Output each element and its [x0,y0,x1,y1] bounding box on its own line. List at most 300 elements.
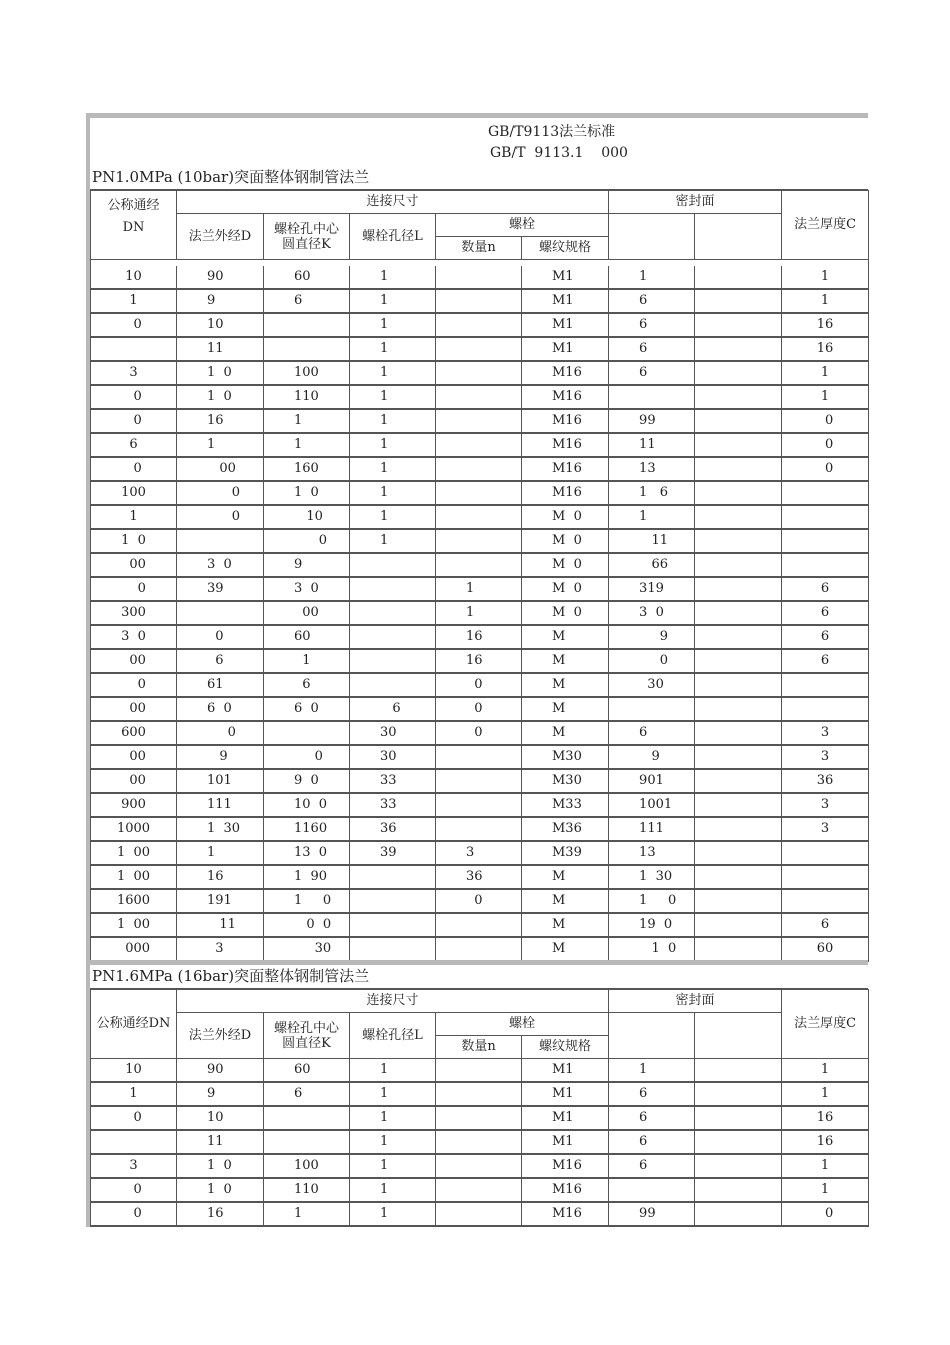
cell-seal-b [695,745,782,769]
cell-seal-a: 13 [609,841,695,865]
cell-seal-a [609,385,695,409]
table2-body [91,1059,869,1227]
header-bolt-circle: 螺栓孔中心 圆直径K [264,1013,350,1059]
cell-thickness [782,889,869,913]
cell-seal-a: 6 [609,1154,695,1178]
cell-seal-b [695,793,782,817]
header-seal: 密封面 [609,191,782,214]
header-bolt-circle: 螺栓孔中心 圆直径K [264,214,350,260]
cell-thread: M33 [522,793,609,817]
cell-bolt-hole: 1 [350,529,436,553]
flange-table-pn16 [86,960,868,1227]
cell-seal-a: 6 [609,361,695,385]
cell-bolt-qty [436,481,522,505]
cell-thickness [782,505,869,529]
cell-seal-b [695,553,782,577]
header-bolt: 螺栓 [436,1013,609,1036]
cell-bolt-circle [264,1130,350,1154]
cell-bolt-hole [350,625,436,649]
cell-bolt-qty [436,361,522,385]
cell-seal-a [609,1178,695,1202]
cell-bolt-hole: 1 [350,1106,436,1130]
cell-seal-b [695,1106,782,1130]
cell-bolt-hole [350,673,436,697]
cell-flange-od: 1 0 [177,1178,264,1202]
cell-dn: 3 0 [91,625,177,649]
cell-seal-a: 6 [609,721,695,745]
cell-dn: 100 [91,481,177,505]
cell-bolt-qty [436,1082,522,1106]
cell-bolt-circle: 160 [264,457,350,481]
cell-thread: M [522,937,609,961]
cell-thickness: 0 [782,457,869,481]
header-connection: 连接尺寸 [177,191,609,214]
cell-thickness [782,553,869,577]
cell-dn: 00 [91,697,177,721]
cell-dn: 0 [91,577,177,601]
cell-dn: 0 [91,313,177,337]
cell-seal-b [695,577,782,601]
cell-dn: 1 [91,1082,177,1106]
cell-dn: 1 00 [91,841,177,865]
header-bolt-hole: 螺栓孔径L [350,214,436,260]
table-row [91,865,869,889]
cell-bolt-circle: 9 0 [264,769,350,793]
cell-thread: M 0 [522,601,609,625]
cell-bolt-hole: 1 [350,1202,436,1226]
cell-flange-od: 1 [177,433,264,457]
cell-thickness: 1 [782,385,869,409]
header-connection: 连接尺寸 [177,990,609,1013]
cell-dn: 300 [91,601,177,625]
cell-thickness: 6 [782,577,869,601]
cell-bolt-circle: 0 [264,745,350,769]
cell-seal-b [695,529,782,553]
cell-bolt-circle: 6 [264,673,350,697]
cell-dn: 6 [91,433,177,457]
table-row [91,937,869,961]
cell-bolt-circle: 13 0 [264,841,350,865]
header-seal: 密封面 [609,990,782,1013]
cell-dn: 1600 [91,889,177,913]
cell-thread: M [522,721,609,745]
cell-thread: M [522,625,609,649]
cell-bolt-qty [436,385,522,409]
cell-dn: 0 [91,457,177,481]
cell-thread: M [522,865,609,889]
cell-bolt-circle: 110 [264,1178,350,1202]
cell-seal-a: 9 [609,625,695,649]
cell-bolt-hole: 1 [350,1059,436,1083]
cell-bolt-hole: 1 [350,433,436,457]
cell-bolt-qty [436,769,522,793]
cell-thickness: 6 [782,913,869,937]
table-row [91,601,869,625]
cell-bolt-qty [436,1106,522,1130]
cell-seal-a: 19 0 [609,913,695,937]
cell-seal-b [695,1154,782,1178]
cell-bolt-hole: 1 [350,457,436,481]
cell-flange-od: 1 30 [177,817,264,841]
table-row [91,409,869,433]
cell-bolt-hole: 1 [350,1154,436,1178]
cell-bolt-circle: 0 [264,529,350,553]
cell-thickness [782,529,869,553]
cell-bolt-hole: 1 [350,337,436,361]
cell-thickness: 3 [782,817,869,841]
cell-dn: 0 [91,385,177,409]
table-row [91,529,869,553]
table-row [91,625,869,649]
header-flange-od: 法兰外经D [177,1013,264,1059]
cell-bolt-qty: 0 [436,673,522,697]
cell-bolt-hole [350,865,436,889]
cell-seal-b [695,649,782,673]
cell-thread: M [522,649,609,673]
cell-thread: M16 [522,1154,609,1178]
cell-bolt-hole: 33 [350,793,436,817]
cell-bolt-qty [436,817,522,841]
header-thread: 螺纹规格 [522,237,609,260]
cell-flange-od: 00 [177,457,264,481]
cell-dn: 0 [91,409,177,433]
cell-seal-b [695,457,782,481]
cell-dn: 1 00 [91,865,177,889]
cell-seal-b [695,1202,782,1226]
cell-flange-od: 0 [177,625,264,649]
cell-flange-od: 61 [177,673,264,697]
cell-flange-od: 16 [177,409,264,433]
cell-seal-a: 11 [609,529,695,553]
cell-seal-b [695,865,782,889]
cell-bolt-qty: 16 [436,625,522,649]
cell-bolt-circle: 3 0 [264,577,350,601]
cell-dn: 3 [91,361,177,385]
standard-number-line [90,142,868,166]
cell-bolt-circle: 1 [264,409,350,433]
cell-thickness: 3 [782,745,869,769]
cell-thread: M1 [522,266,609,289]
cell-thickness: 0 [782,409,869,433]
cell-seal-b [695,337,782,361]
header-seal-b [695,214,782,260]
cell-bolt-hole: 30 [350,745,436,769]
cell-seal-a: 11 [609,433,695,457]
cell-bolt-hole: 1 [350,1130,436,1154]
cell-dn: 1000 [91,817,177,841]
cell-flange-od: 16 [177,865,264,889]
cell-bolt-qty [436,266,522,289]
cell-seal-b [695,673,782,697]
cell-bolt-qty [436,505,522,529]
cell-flange-od: 9 [177,1082,264,1106]
cell-flange-od: 11 [177,337,264,361]
cell-bolt-hole: 1 [350,505,436,529]
cell-seal-a: 1 0 [609,889,695,913]
cell-dn [91,1130,177,1154]
cell-bolt-qty [436,745,522,769]
cell-flange-od: 3 [177,937,264,961]
table-row [91,841,869,865]
cell-seal-a: 0 [609,649,695,673]
cell-thickness: 16 [782,1130,869,1154]
header-seal-a [609,1013,695,1059]
cell-seal-a: 3 0 [609,601,695,625]
cell-seal-a: 6 [609,337,695,361]
table-row [91,1106,869,1130]
cell-bolt-circle: 1 [264,1202,350,1226]
flange-table-pn10 [86,113,868,962]
cell-seal-a [609,697,695,721]
cell-bolt-qty [436,553,522,577]
cell-flange-od: 90 [177,266,264,289]
cell-bolt-hole: 39 [350,841,436,865]
cell-bolt-qty: 0 [436,721,522,745]
cell-thread: M16 [522,361,609,385]
cell-seal-a: 1 [609,1059,695,1083]
cell-seal-a: 6 [609,1130,695,1154]
cell-bolt-hole [350,649,436,673]
cell-dn: 0 [91,1106,177,1130]
cell-dn: 0 [91,673,177,697]
cell-seal-a: 6 [609,289,695,313]
cell-bolt-hole: 1 [350,361,436,385]
cell-seal-b [695,1082,782,1106]
cell-bolt-circle: 00 [264,601,350,625]
cell-thread: M16 [522,481,609,505]
cell-seal-a: 66 [609,553,695,577]
cell-flange-od: 10 [177,1106,264,1130]
cell-seal-a: 9 [609,745,695,769]
cell-seal-b [695,889,782,913]
header-thickness: 法兰厚度C [782,191,869,260]
cell-dn: 10 [91,1059,177,1083]
cell-bolt-circle: 9 [264,553,350,577]
cell-bolt-hole: 36 [350,817,436,841]
cell-bolt-circle [264,1106,350,1130]
cell-thread: M16 [522,409,609,433]
cell-bolt-circle: 6 [264,289,350,313]
cell-thickness [782,673,869,697]
cell-bolt-hole [350,913,436,937]
cell-bolt-qty [436,1154,522,1178]
cell-dn: 1 00 [91,913,177,937]
cell-thickness [782,697,869,721]
cell-thickness: 3 [782,793,869,817]
cell-seal-a: 6 [609,1082,695,1106]
cell-flange-od: 1 0 [177,385,264,409]
table-row [91,913,869,937]
cell-bolt-circle [264,313,350,337]
header-thickness: 法兰厚度C [782,990,869,1059]
cell-flange-od: 1 0 [177,1154,264,1178]
cell-thickness: 1 [782,1082,869,1106]
cell-bolt-circle: 30 [264,937,350,961]
cell-bolt-qty [436,1202,522,1226]
cell-bolt-circle: 60 [264,266,350,289]
cell-seal-b [695,937,782,961]
cell-thread: M16 [522,385,609,409]
cell-seal-b [695,697,782,721]
cell-thread: M [522,913,609,937]
cell-flange-od: 10 [177,313,264,337]
cell-seal-a: 6 [609,1106,695,1130]
table-row [91,745,869,769]
cell-bolt-hole [350,889,436,913]
cell-bolt-qty: 16 [436,649,522,673]
cell-seal-b [695,913,782,937]
cell-seal-a: 1 6 [609,481,695,505]
cell-flange-od: 0 [177,721,264,745]
cell-thread: M30 [522,769,609,793]
cell-flange-od: 9 [177,745,264,769]
table-row [91,1178,869,1202]
cell-seal-b [695,266,782,289]
header-seal-b [695,1013,782,1059]
cell-seal-a: 901 [609,769,695,793]
cell-bolt-hole: 1 [350,1082,436,1106]
cell-thickness: 60 [782,937,869,961]
cell-seal-b [695,1178,782,1202]
cell-thickness: 1 [782,1154,869,1178]
cell-bolt-qty [436,337,522,361]
cell-seal-b [695,1130,782,1154]
table-row [91,481,869,505]
table-row [91,697,869,721]
table-row [91,1082,869,1106]
cell-bolt-qty [436,1178,522,1202]
cell-bolt-qty [436,409,522,433]
cell-thread: M16 [522,1178,609,1202]
cell-seal-b [695,481,782,505]
cell-thread: M [522,889,609,913]
standard-number: GB/T 9113.1 000 [490,145,628,161]
header-dn: 公称通经DN [91,990,177,1059]
cell-thickness: 6 [782,649,869,673]
cell-thread: M 0 [522,505,609,529]
cell-thickness: 1 [782,361,869,385]
cell-dn: 00 [91,553,177,577]
table-row [91,266,869,289]
cell-thread: M39 [522,841,609,865]
cell-bolt-circle: 10 [264,505,350,529]
cell-seal-a: 30 [609,673,695,697]
standard-title-line [90,118,868,142]
cell-bolt-hole [350,937,436,961]
cell-bolt-qty [436,937,522,961]
cell-dn: 10 [91,266,177,289]
cell-thickness: 1 [782,266,869,289]
cell-thread: M 0 [522,529,609,553]
table-row [91,577,869,601]
cell-dn: 1 0 [91,529,177,553]
cell-seal-b [695,817,782,841]
cell-seal-b [695,601,782,625]
table-row [91,673,869,697]
table-row [91,649,869,673]
cell-dn: 900 [91,793,177,817]
cell-bolt-circle [264,721,350,745]
cell-dn: 1 [91,505,177,529]
header-dn: 公称通经 DN [91,191,177,260]
cell-thickness: 6 [782,625,869,649]
cell-bolt-hole: 6 [350,697,436,721]
cell-dn: 00 [91,769,177,793]
cell-bolt-circle: 1 [264,433,350,457]
cell-thickness [782,841,869,865]
cell-thickness: 1 [782,289,869,313]
cell-thread: M1 [522,289,609,313]
cell-flange-od: 0 [177,505,264,529]
cell-seal-b [695,769,782,793]
cell-thickness: 0 [782,433,869,457]
cell-seal-a: 1 0 [609,937,695,961]
table1-body [91,266,869,961]
table-row [91,769,869,793]
cell-thread: M 0 [522,553,609,577]
table-row [91,553,869,577]
cell-thread: M16 [522,1202,609,1226]
cell-seal-b [695,433,782,457]
cell-bolt-qty [436,913,522,937]
cell-seal-b [695,313,782,337]
cell-bolt-hole: 1 [350,313,436,337]
cell-dn: 00 [91,745,177,769]
table-row [91,1059,869,1083]
cell-flange-od: 90 [177,1059,264,1083]
cell-thread: M 0 [522,577,609,601]
cell-bolt-qty: 1 [436,577,522,601]
cell-thickness: 1 [782,1178,869,1202]
table-row [91,721,869,745]
cell-bolt-hole: 30 [350,721,436,745]
cell-bolt-qty: 36 [436,865,522,889]
table-row [91,337,869,361]
cell-bolt-qty [436,433,522,457]
cell-seal-b [695,409,782,433]
cell-thickness: 0 [782,1202,869,1226]
cell-bolt-circle: 1160 [264,817,350,841]
cell-bolt-qty [436,529,522,553]
cell-seal-a: 99 [609,409,695,433]
cell-seal-a: 111 [609,817,695,841]
cell-seal-b [695,721,782,745]
table-row [91,1154,869,1178]
cell-seal-b [695,1059,782,1083]
cell-bolt-circle: 60 [264,625,350,649]
cell-seal-b [695,505,782,529]
cell-bolt-hole [350,553,436,577]
cell-thickness [782,865,869,889]
cell-flange-od: 111 [177,793,264,817]
cell-thread: M1 [522,337,609,361]
header-qty: 数量n [436,1036,522,1059]
cell-bolt-qty: 1 [436,601,522,625]
header-bolt: 螺栓 [436,214,609,237]
cell-bolt-circle: 1 90 [264,865,350,889]
table-row [91,817,869,841]
cell-bolt-circle [264,337,350,361]
cell-bolt-circle: 100 [264,1154,350,1178]
cell-dn: 0 [91,1202,177,1226]
cell-thread: M30 [522,745,609,769]
cell-seal-b [695,385,782,409]
cell-seal-a: 1 [609,266,695,289]
cell-bolt-qty: 0 [436,697,522,721]
cell-bolt-qty: 3 [436,841,522,865]
table-row [91,385,869,409]
cell-bolt-circle: 6 0 [264,697,350,721]
